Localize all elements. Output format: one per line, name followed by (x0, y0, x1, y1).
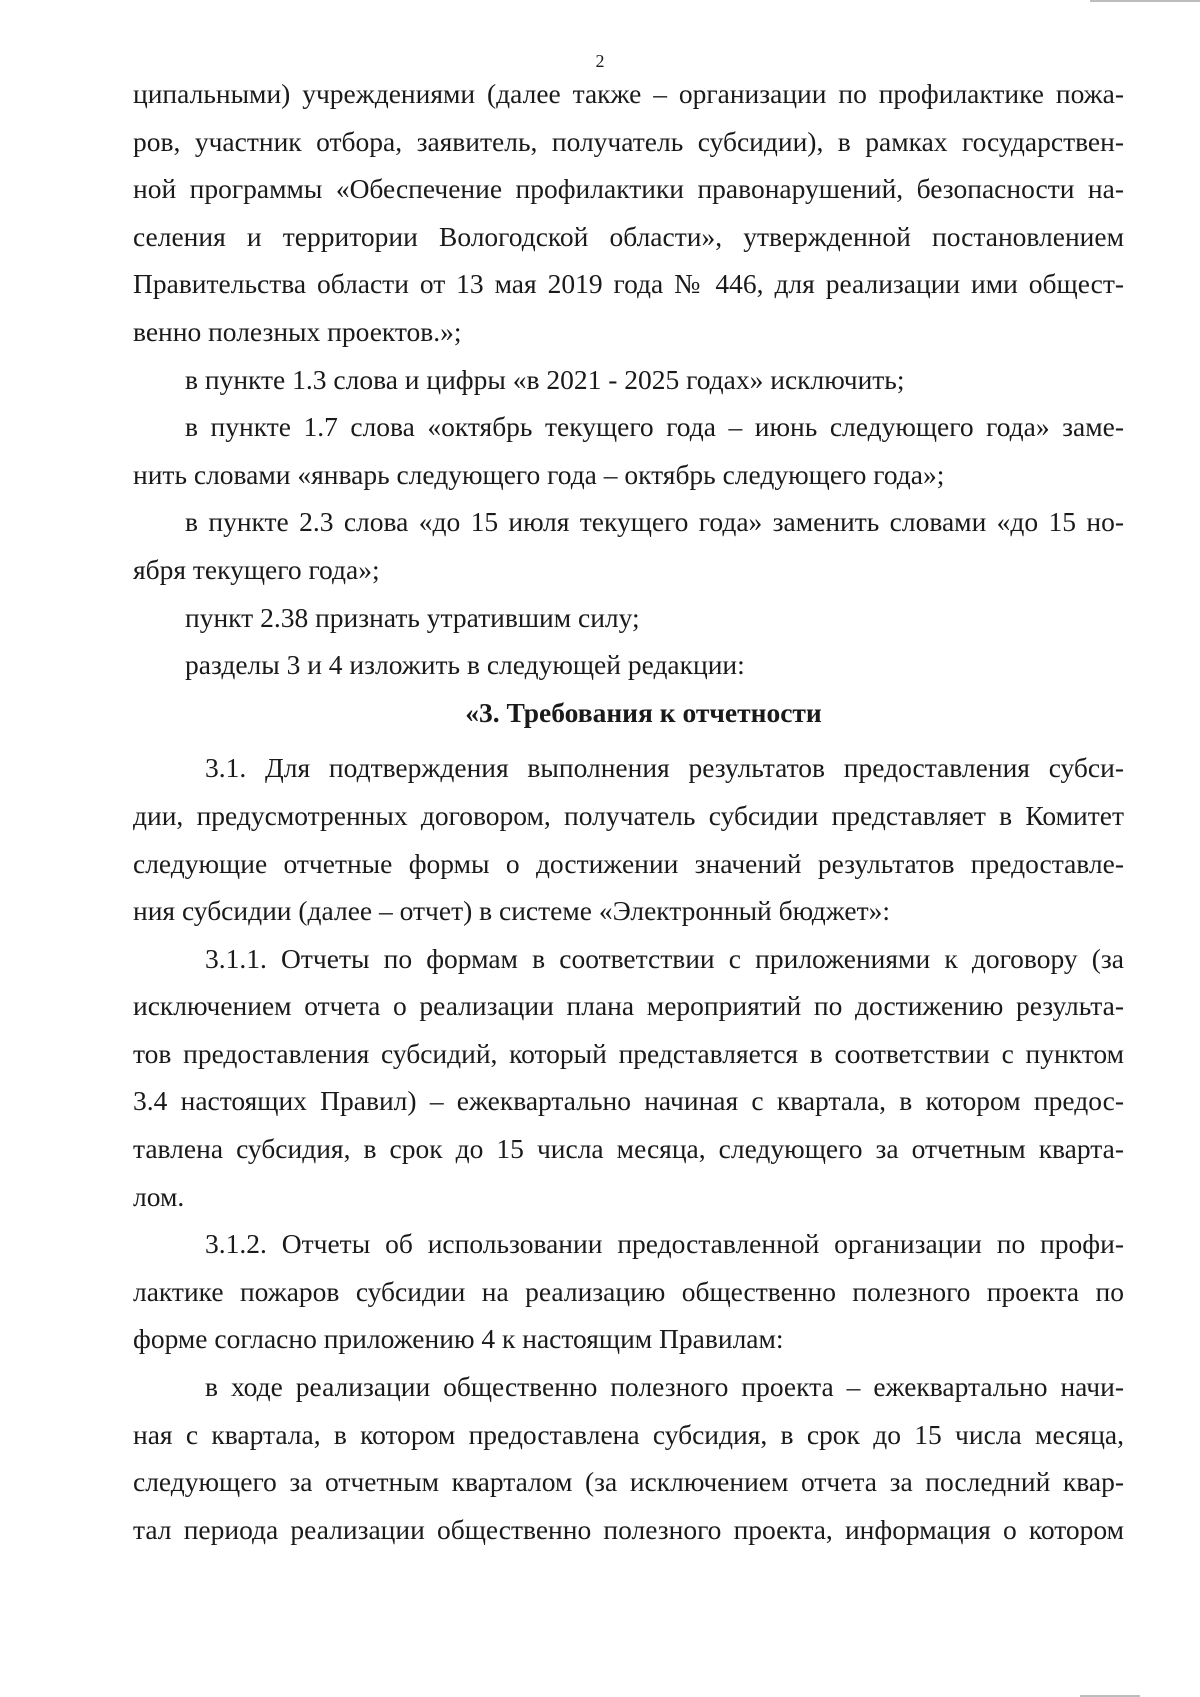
text-line: в ходе реализации общественно полезного проекта – ежеквартально начи- (205, 1371, 1124, 1403)
text-line: нить словами «январь следующего года – октябрь следующего года»; (133, 458, 945, 490)
text-line: следующего за отчетным кварталом (за исключением отчета за последний квар- (133, 1466, 1124, 1498)
spacer (133, 736, 1124, 744)
text-line: разделы 3 и 4 изложить в следующей редакции: (185, 649, 745, 681)
text-line: 3.1.1. Отчеты по формам в соответствии с приложениями к договору (за (205, 942, 1124, 974)
text-line: тов предоставления субсидий, который представляется в соответствии с пунктом (133, 1037, 1124, 1069)
text-line: дии, предусмотренных договором, получатель субсидии представляет в Комитет (133, 799, 1124, 831)
text-line: 3.1.2. Отчеты об использовании предоставленной организации по профи- (205, 1228, 1124, 1260)
text-line: лактике пожаров субсидии на реализацию общественно полезного проекта по (133, 1275, 1124, 1307)
text-line: в пункте 1.3 слова и цифры «в 2021 - 2025 годах» исключить; (185, 363, 905, 395)
text-line: Правительства области от 13 мая 2019 года № 446, для реализации ими общест- (133, 268, 1124, 300)
text-line: 3.1. Для подтверждения выполнения результатов предоставления субси- (205, 752, 1124, 784)
text-line: ная с квартала, в котором предоставлена субсидия, в срок до 15 числа месяца, (133, 1418, 1124, 1450)
text-line: селения и территории Вологодской области», утвержденной постановлением (133, 220, 1124, 252)
section-heading: «3. Требования к отчетности (465, 696, 822, 728)
text-line: ной программы «Обеспечение профилактики правонарушений, безопасности на- (133, 173, 1124, 205)
text-line: форме согласно приложению 4 к настоящим Правилам: (133, 1323, 784, 1355)
text-line: в пункте 1.7 слова «октябрь текущего года – июнь следующего года» заме- (185, 411, 1124, 443)
text-line: ния субсидии (далее – отчет) в системе «Электронный бюджет»: (133, 895, 891, 927)
text-line: в пункте 2.3 слова «до 15 июля текущего года» заменить словами «до 15 но- (185, 506, 1124, 538)
scan-artifact-top-right (1090, 0, 1200, 2)
text-line: 3.4 настоящих Правил) – ежеквартально начиная с квартала, в котором предос- (133, 1085, 1124, 1117)
text-line: исключением отчета о реализации плана мероприятий по достижению результа- (133, 990, 1124, 1022)
text-line: тал периода реализации общественно полезного проекта, информация о котором (133, 1513, 1124, 1545)
text-line: венно полезных проектов.»; (133, 315, 462, 347)
text-line: ров, участник отбора, заявитель, получатель субсидии), в рамках государствен- (133, 125, 1124, 157)
text-line: тавлена субсидия, в срок до 15 числа месяца, следующего за отчетным кварта- (133, 1133, 1124, 1165)
document-body (133, 70, 1124, 1553)
text-line: пункт 2.38 признать утратившим силу; (185, 601, 640, 633)
page-number: 2 (595, 51, 605, 71)
text-line: лом. (133, 1180, 185, 1212)
text-line: ября текущего года»; (133, 553, 380, 585)
text-line: ципальными) учреждениями (далее также – организации по профилактике пожа- (133, 78, 1124, 109)
text-line: следующие отчетные формы о достижении значений результатов предоставле- (133, 847, 1124, 879)
